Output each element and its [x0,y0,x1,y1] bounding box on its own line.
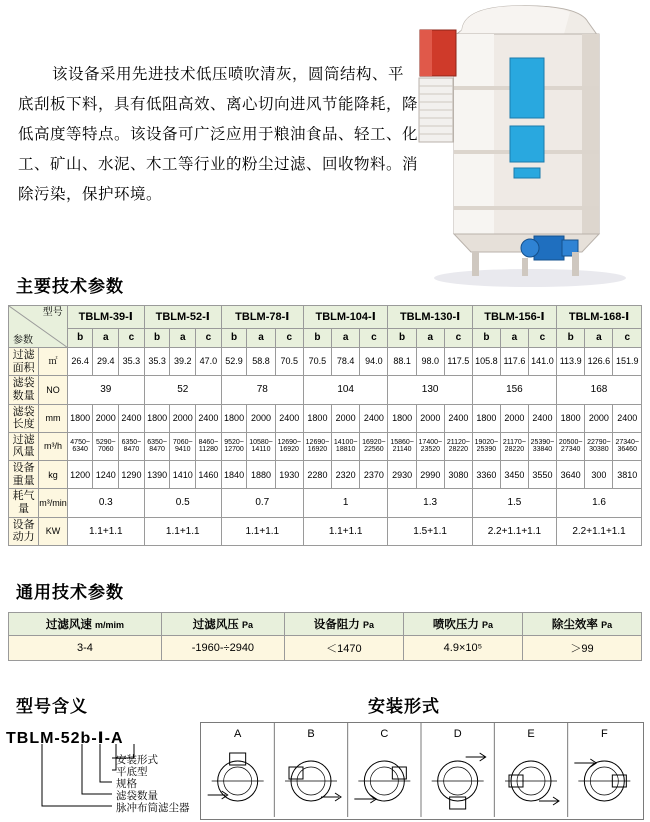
table-cell: 52 [144,376,221,404]
sub-column-header: a [332,329,360,348]
table-cell: 1930 [275,461,303,489]
table-cell: 21120~ 28220 [444,432,472,460]
table-cell: 78.4 [332,348,360,376]
table-cell: 15860~ 21140 [388,432,416,460]
row-label: 滤袋长度 [9,404,39,432]
table-cell: 1.1+1.1 [67,517,144,545]
table-row [9,348,642,376]
row-label: 滤袋数量 [9,376,39,404]
install-forms-svg [201,723,641,817]
table-cell: 113.9 [557,348,585,376]
table-row [9,517,642,545]
table-cell: 2370 [360,461,388,489]
sub-column-header: b [67,329,93,348]
table-cell: 6350~ 8470 [144,432,170,460]
table-cell: 19020~ 25390 [472,432,500,460]
sub-column-header: c [196,329,222,348]
table-cell: 10580~ 14110 [247,432,275,460]
table-cell: 2000 [416,404,444,432]
table-cell: 20500~ 27340 [557,432,585,460]
table-cell: 2930 [388,461,416,489]
table-cell: 2000 [93,404,119,432]
table-cell: 2000 [247,404,275,432]
model-header: TBLM-39-Ⅰ [67,306,144,329]
table-cell: 70.5 [303,348,331,376]
table-cell: 7060~ 9410 [170,432,196,460]
table-cell: 27340~ 36460 [613,432,642,460]
table-cell: 0.7 [221,489,303,517]
table-cell: 1800 [557,404,585,432]
sub-column-header: a [93,329,119,348]
model-header: TBLM-168-Ⅰ [557,306,642,329]
model-header: TBLM-78-Ⅰ [221,306,303,329]
table-row [9,404,642,432]
table-corner-cell [9,306,68,348]
general-header-row [9,613,642,636]
general-header-name: 过滤风速 [45,619,92,631]
sub-column-header: b [144,329,170,348]
table-cell: 1.1+1.1 [303,517,388,545]
install-form-label: E [527,728,535,740]
sub-column-header: a [170,329,196,348]
table-cell: 141.0 [528,348,556,376]
sub-column-header: a [500,329,528,348]
general-header-unit: Pa [242,620,254,630]
table-cell: 1.6 [557,489,642,517]
table-cell: 1410 [170,461,196,489]
table-cell: 1.5 [472,489,556,517]
general-value-cell: ＞99 [522,636,641,661]
table-row [9,461,642,489]
general-value-row [9,636,642,661]
model-header: TBLM-130-Ⅰ [388,306,472,329]
section-title-general-params: 通用技术参数 [16,583,124,602]
table-cell: 3360 [472,461,500,489]
install-form-label: F [600,728,608,740]
install-form-label: C [380,728,389,740]
table-cell: 4750~ 6340 [67,432,93,460]
table-cell: 1880 [247,461,275,489]
table-cell: 1800 [144,404,170,432]
table-cell: 35.3 [144,348,170,376]
general-header-unit: Pa [363,620,375,630]
table-cell: 17400~ 23520 [416,432,444,460]
table-cell: 3810 [613,461,642,489]
table-cell: 2400 [360,404,388,432]
table-cell: 1840 [221,461,247,489]
table-cell: 2000 [332,404,360,432]
table-cell: 47.0 [196,348,222,376]
table-cell: 2000 [585,404,613,432]
dust-collector-illustration [402,0,642,290]
table-cell: 1800 [67,404,93,432]
section-title-install-forms: 安装形式 [368,697,440,716]
table-cell: 104 [303,376,388,404]
sub-column-header: c [275,329,303,348]
table-cell: 78 [221,376,303,404]
table-cell: 2.2+1.1+1.1 [557,517,642,545]
table-cell: 6350~ 8470 [119,432,145,460]
section-title-main-params: 主要技术参数 [16,277,124,296]
general-value-cell: ＜1470 [284,636,403,661]
general-value-cell: 3-4 [9,636,162,661]
table-cell: 117.6 [500,348,528,376]
row-unit: m³/h [39,432,68,460]
general-header-unit: Pa [601,620,613,630]
sub-column-header: c [613,329,642,348]
table-cell: 39 [67,376,144,404]
general-header-cell [161,613,284,636]
table-cell: 168 [557,376,642,404]
sub-column-header: b [472,329,500,348]
table-cell: 1.1+1.1 [221,517,303,545]
table-cell: 2000 [500,404,528,432]
install-forms-diagram [200,722,644,820]
table-cell: 0.5 [144,489,221,517]
row-unit: KW [39,517,68,545]
table-cell: 1800 [303,404,331,432]
table-cell: 3450 [500,461,528,489]
sub-column-header: c [119,329,145,348]
sub-column-header: b [221,329,247,348]
general-value-cell: 4.9×10⁵ [403,636,522,661]
row-unit: NO [39,376,68,404]
sub-column-header: a [585,329,613,348]
table-cell: 98.0 [416,348,444,376]
table-cell: 1200 [67,461,93,489]
model-header: TBLM-156-Ⅰ [472,306,556,329]
table-cell: 9520~ 12700 [221,432,247,460]
table-cell: 2320 [332,461,360,489]
table-cell: 94.0 [360,348,388,376]
row-unit: m³/min [39,489,68,517]
table-cell: 3080 [444,461,472,489]
general-header-name: 除尘效率 [551,619,598,631]
table-cell: 8460~ 11280 [196,432,222,460]
table-cell: 70.5 [275,348,303,376]
table-cell: 117.5 [444,348,472,376]
table-cell: 29.4 [93,348,119,376]
table-cell: 22790~ 30380 [585,432,613,460]
table-cell: 2000 [170,404,196,432]
table-cell: 2400 [444,404,472,432]
general-header-cell [522,613,641,636]
table-cell: 5290~ 7060 [93,432,119,460]
row-unit: mm [39,404,68,432]
meaning-label-3: 滤袋数量 [116,790,158,802]
table-cell: 21170~ 28220 [500,432,528,460]
row-label: 过滤风量 [9,432,39,460]
general-value-cell: -1960-÷2940 [161,636,284,661]
table-cell: 2.2+1.1+1.1 [472,517,556,545]
general-header-name: 过滤风压 [192,619,239,631]
table-cell: 1.1+1.1 [144,517,221,545]
table-cell: 1 [303,489,388,517]
row-label: 过滤面积 [9,348,39,376]
general-header-cell [9,613,162,636]
sub-column-header: b [388,329,416,348]
table-cell: 14100~ 18810 [332,432,360,460]
main-parameters-table [8,305,642,546]
table-cell: 12690~ 16920 [275,432,303,460]
sub-column-header: a [247,329,275,348]
table-cell: 52.9 [221,348,247,376]
table-cell: 1390 [144,461,170,489]
table-cell: 300 [585,461,613,489]
general-header-unit: Pa [482,620,494,630]
model-header: TBLM-52-Ⅰ [144,306,221,329]
section-title-model-meaning: 型号含义 [16,697,88,716]
table-cell: 1800 [388,404,416,432]
table-cell: 3640 [557,461,585,489]
table-row [9,376,642,404]
model-code: TBLM-52b-Ⅰ-A [6,730,124,747]
general-header-unit: m/mim [95,620,125,630]
table-cell: 1.5+1.1 [388,517,472,545]
table-cell: 2400 [119,404,145,432]
general-parameters-table [8,612,642,661]
table-cell: 1240 [93,461,119,489]
table-cell: 39.2 [170,348,196,376]
meaning-label-4: 脉冲布筒滤尘器 [116,802,190,814]
table-cell: 2400 [528,404,556,432]
install-form-label: B [307,728,315,740]
sub-column-header: a [416,329,444,348]
model-header: TBLM-104-Ⅰ [303,306,388,329]
table-cell: 156 [472,376,556,404]
sub-column-header: c [528,329,556,348]
install-form-label: D [453,728,462,740]
table-cell: 2400 [275,404,303,432]
row-label: 设备动力 [9,517,39,545]
meaning-label-0: 安装形式 [116,754,158,766]
row-label: 设备重量 [9,461,39,489]
meaning-label-1: 平底型 [116,766,148,778]
table-row [9,432,642,460]
table-cell: 1800 [221,404,247,432]
corner-label-top: 型号 [42,307,63,318]
table-row [9,489,642,517]
table-cell: 1290 [119,461,145,489]
sub-column-header: b [557,329,585,348]
table-cell: 35.3 [119,348,145,376]
table-cell: 105.8 [472,348,500,376]
table-cell: 2990 [416,461,444,489]
table-cell: 3550 [528,461,556,489]
table-cell: 2400 [613,404,642,432]
row-unit: kg [39,461,68,489]
install-form-label: A [233,728,242,740]
general-header-cell [284,613,403,636]
corner-label-bottom: 参数 [13,334,33,346]
table-cell: 126.6 [585,348,613,376]
sub-column-header: c [444,329,472,348]
table-cell: 25390~ 33840 [528,432,556,460]
table-cell: 2400 [196,404,222,432]
table-cell: 1800 [472,404,500,432]
table-cell: 88.1 [388,348,416,376]
table-cell: 1460 [196,461,222,489]
meaning-label-2: 规格 [116,778,137,790]
general-header-name: 喷吹压力 [432,619,479,631]
general-header-name: 设备阻力 [313,619,360,631]
table-cell: 1.3 [388,489,472,517]
table-cell: 2280 [303,461,331,489]
table-cell: 130 [388,376,472,404]
table-cell: 26.4 [67,348,93,376]
table-cell: 16920~ 22560 [360,432,388,460]
sub-column-header: c [360,329,388,348]
table-cell: 58.8 [247,348,275,376]
row-unit: ㎡ [39,348,68,376]
intro-paragraph: 该设备采用先进技术低压喷吹清灰，圆筒结构、平底刮板下料，具有低阻高效、离心切向进风节能降耗，降低高度等特点。该设备可广泛应用于粮油食品、轻工、化工、矿山、水泥、木工等行业的粉尘过滤、回收物料。消除污染，保护环境。 [18,66,419,203]
table-cell: 12690~ 16920 [303,432,331,460]
row-label: 耗气量 [9,489,39,517]
general-header-cell [403,613,522,636]
table-cell: 0.3 [67,489,144,517]
sub-column-header: b [303,329,331,348]
intro-section [0,0,650,290]
table-cell: 151.9 [613,348,642,376]
